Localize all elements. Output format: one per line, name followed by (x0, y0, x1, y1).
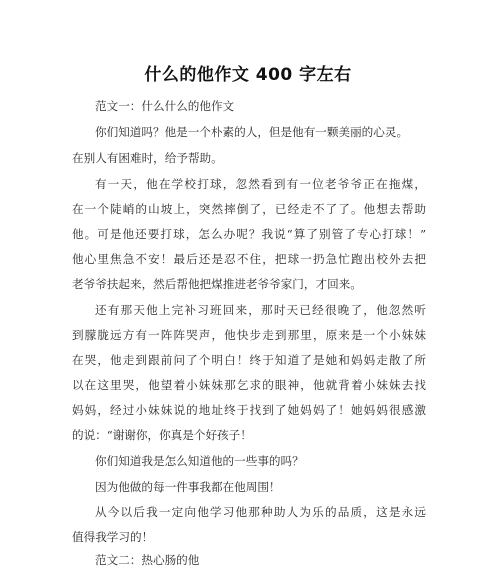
paragraph-line: 在哭，他走到跟前问了个明白！终于知道了是她和妈妈走散了所 (72, 353, 426, 367)
paragraph-line: 他。可是他还要打球，怎么办呢？我说“算了别管了专心打球！” (72, 227, 426, 241)
paragraph-line: 你们知道我是怎么知道他的一些事的吗？ (95, 454, 304, 468)
section-heading: 范文二：热心肠的他 (95, 553, 200, 567)
paragraph-line: 在别人有困难时，给予帮助。 (72, 151, 223, 165)
paragraph-line: 他心里焦急不安！最后还是忍不住，把球一扔急忙跑出校外去把 (72, 252, 426, 266)
paragraph-line: 以在这里哭，他望着小妹妹那乞求的眼神，他就背着小妹妹去找 (72, 378, 426, 392)
paragraph-line: 到朦胧远方有一阵阵哭声，他快步走到那里，原来是一个小妹妹 (72, 328, 426, 342)
section-heading: 范文一：什么什么的他作文 (95, 99, 235, 113)
paragraph-line: 从今以后我一定向他学习他那种助人为乐的品质，这是永远 (95, 505, 426, 519)
paragraph-line: 还有那天他上完补习班回来，那时天已经很晚了，他忽然听 (95, 303, 426, 317)
paragraph-line: 你们知道吗？他是一个朴素的人，但是他有一颗美丽的心灵。 (95, 125, 409, 139)
paragraph-line: 在一个陡峭的山坡上，突然摔倒了，已经走不了了。他想去帮助 (72, 202, 426, 216)
paragraph-line: 妈妈，经过小妹妹说的地址终于找到了她妈妈了！她妈妈很感激 (72, 403, 426, 417)
paragraph-line: 值得我学习的！ (72, 530, 154, 544)
paragraph-line: 的说：“谢谢你，你真是个好孩子！ (72, 428, 252, 442)
paragraph-line: 有一天，他在学校打球，忽然看到有一位老爷爷正在拖煤， (95, 177, 426, 191)
paragraph-line: 因为他做的每一件事我都在他周围！ (95, 480, 281, 494)
document-title: 什么的他作文 400 字左右 (144, 65, 352, 85)
paragraph-line: 老爷爷扶起来，然后帮他把煤推进老爷爷家门，才回来。 (72, 277, 362, 291)
